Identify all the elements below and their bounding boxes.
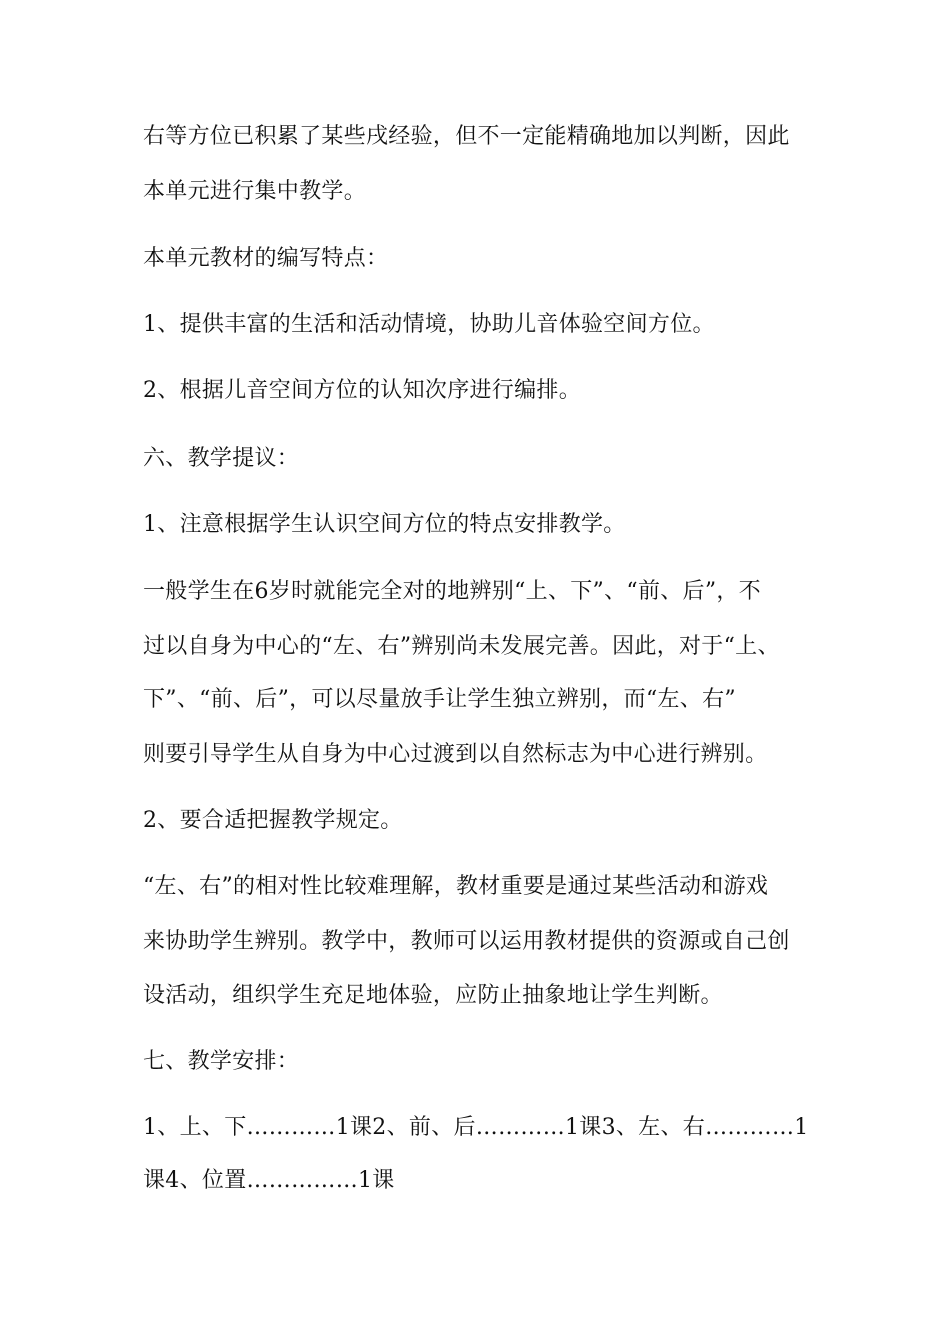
list-item: 课4、位置……………1课 — [143, 1168, 395, 1193]
text-line: 来协助学生辨别。教学中，教师可以运用教材提供的资源或自己创 — [143, 929, 790, 954]
list-item: 1、提供丰富的生活和活动情境，协助儿音体验空间方位。 — [143, 312, 715, 337]
text-line: 本单元进行集中教学。 — [143, 179, 367, 204]
list-item: 2、根据儿音空间方位的认知次序进行编排。 — [143, 378, 581, 403]
section-heading: 六、教学提议： — [143, 446, 300, 471]
text-line: 设活动，组织学生充足地体验，应防止抽象地让学生判断。 — [143, 983, 723, 1008]
text-line: “左、右”的相对性比较难理解，教材重要是通过某些活动和游戏 — [143, 874, 769, 899]
text-line: 右等方位已积累了某些戌经验，但不一定能精确地加以判断，因此 — [143, 124, 790, 149]
section-heading: 七、教学安排： — [143, 1049, 300, 1074]
list-item: 2、要合适把握教学规定。 — [143, 808, 403, 833]
text-line: 本单元教材的编写特点： — [143, 246, 389, 271]
list-item: 1、上、下…………1课2、前、后…………1课3、左、右…………1 — [143, 1115, 809, 1140]
text-line: 下”、“前、后”，可以尽量放手让学生独立辨别，而“左、右” — [143, 687, 736, 712]
text-line: 则要引导学生从自身为中心过渡到以自然标志为中心进行辨别。 — [143, 742, 768, 767]
text-line: 过以自身为中心的“左、右”辨别尚未发展完善。因此，对于“上、 — [143, 634, 780, 659]
text-line: 一般学生在6岁时就能完全对的地辨别“上、下”、“前、后”，不 — [143, 579, 761, 604]
list-item: 1、注意根据学生认识空间方位的特点安排教学。 — [143, 512, 626, 537]
